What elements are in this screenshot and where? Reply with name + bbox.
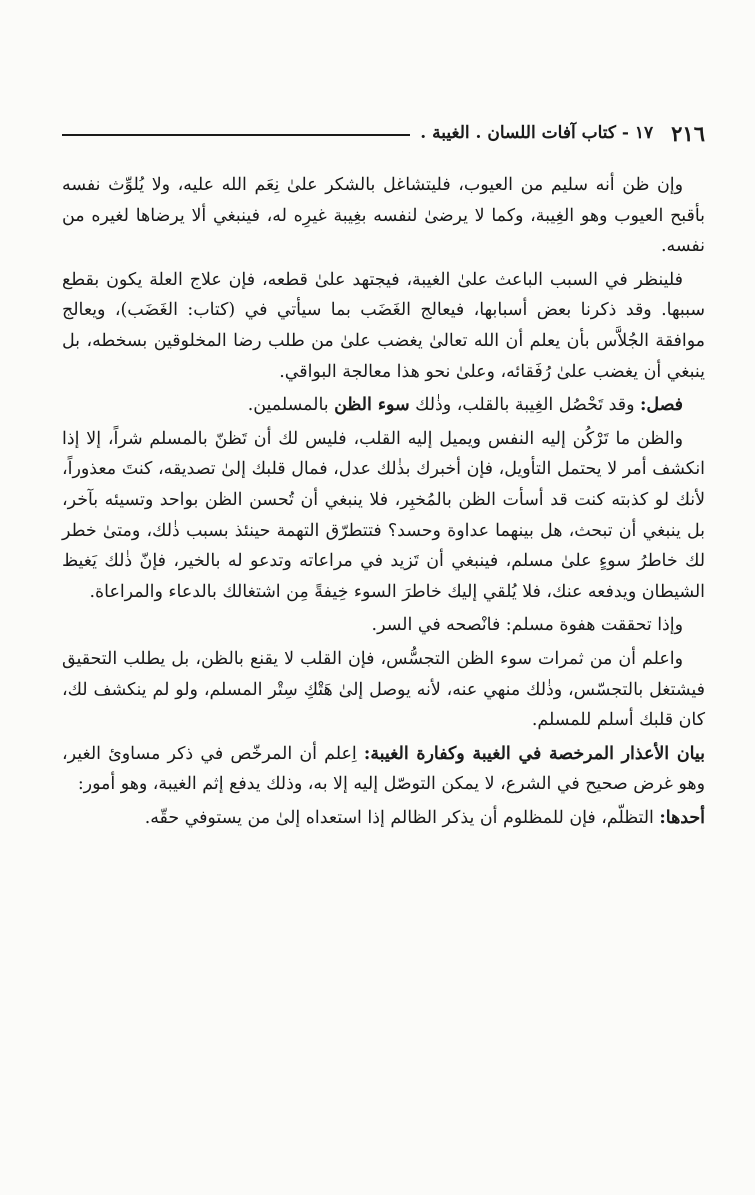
inline-bold-term: سوء الظن bbox=[334, 395, 410, 416]
page-header bbox=[62, 117, 705, 149]
section-lead: فصل: bbox=[640, 395, 683, 416]
paragraph: فلينظر في السبب الباعث علىٰ الغيبة، فيجتهد علىٰ قطعه، فإن علاج العلة يكون بقطع سببها. وقد ذكرنا بعض أسبابها، فيعالج الغَضَب بما سيأتي في (كتاب: الغَضَب)، ويعالج موافقة الجُلاَّس بأن يعلم أن الله تعالىٰ يغضب علىٰ من طلب رضا المخلوقين بسخطه، بل ينبغي أن يغضب علىٰ رُفَقائه، وعلىٰ نحو هذا معالجة البواقي. bbox=[62, 269, 705, 382]
item-lead: أحدها: bbox=[659, 807, 705, 828]
paragraph: واعلم أن من ثمرات سوء الظن التجسُّس، فإن القلب لا يقنع بالظن، بل يطلب التحقيق فيشتغل بالتجسّس، وذٰلك منهي عنه، لأنه يوصل إلىٰ هَتْكِ سِتْر المسلم، ولو لم ينكشف لك، كان قلبك أسلم للمسلم. bbox=[62, 648, 705, 731]
paragraph-fasl: فصل: وقد تَحْصُل الغِيبة بالقلب، وذٰلك سوء الظن بالمسلمين. bbox=[247, 395, 683, 416]
paragraph: والظن ما تَرْكُن إليه النفس ويميل إليه القلب، فليس لك أن تَظنّ بالمسلم شراً، إلا إذا انكشف أمر لا يحتمل التأويل، فإن أخبرك بذٰلك عدل، فمال قلبك إلىٰ تصديقه، كنتَ معذوراً، لأنك لو كذبته كنت قد أسأت الظن بالمُخبِر، فلا ينبغي أن تُحسن الظن بواحد وتسيئه بآخر، بل ينبغي أن تبحث، هل بينهما عداوة وحسد؟ فتتطرّق التهمة حينئذ بسبب ذٰلك، ومتىٰ خطر لك خاطرُ سوءٍ علىٰ مسلم، فينبغي أن تَزيد في مراعاته وتدعو له بالخير، فإنّ ذٰلك يَغيظ الشيطان ويدفعه عنك، فلا يُلقي إليك خاطرَ السوء خِيفةً مِن اشتغالك بالدعاء والمراعاة. bbox=[62, 428, 705, 602]
section-heading: بيان الأعذار المرخصة في الغيبة وكفارة الغيبة: bbox=[363, 743, 706, 764]
page-number: ٢١٦ bbox=[671, 120, 705, 146]
paragraph-item: أحدها: التظلّم، فإن للمظلوم أن يذكر الظالم إذا استعداه إلىٰ من يستوفي حقّه. bbox=[144, 807, 705, 828]
running-title: ١٧ - كتاب آفات اللسان . الغيبة . bbox=[420, 123, 654, 143]
paragraph: وإن ظن أنه سليم من العيوب، فليتشاغل بالشكر علىٰ نِعَم الله عليه، ولا يُلوِّث نفسه بأقبح العيوب وهو الغِيبة، وكما لا يرضىٰ لنفسه بغِيبة غيرِه له، فينبغي ألا يرضاها لغيره من نفسه. bbox=[62, 175, 705, 257]
header-rule bbox=[62, 134, 410, 136]
paragraph-section: بيان الأعذار المرخصة في الغيبة وكفارة الغيبة: اِعلم أن المرخّص في ذكر مساوئ الغير، وهو غرض صحيح في الشرع، لا يمكن التوصّل إليه إلا به، وذلك يدفع إثم الغيبة، وهو أمور: bbox=[62, 743, 706, 795]
page-body bbox=[62, 170, 705, 836]
paragraph: وإذا تحققت هفوة مسلم: فانْصحه في السر. bbox=[371, 615, 683, 636]
